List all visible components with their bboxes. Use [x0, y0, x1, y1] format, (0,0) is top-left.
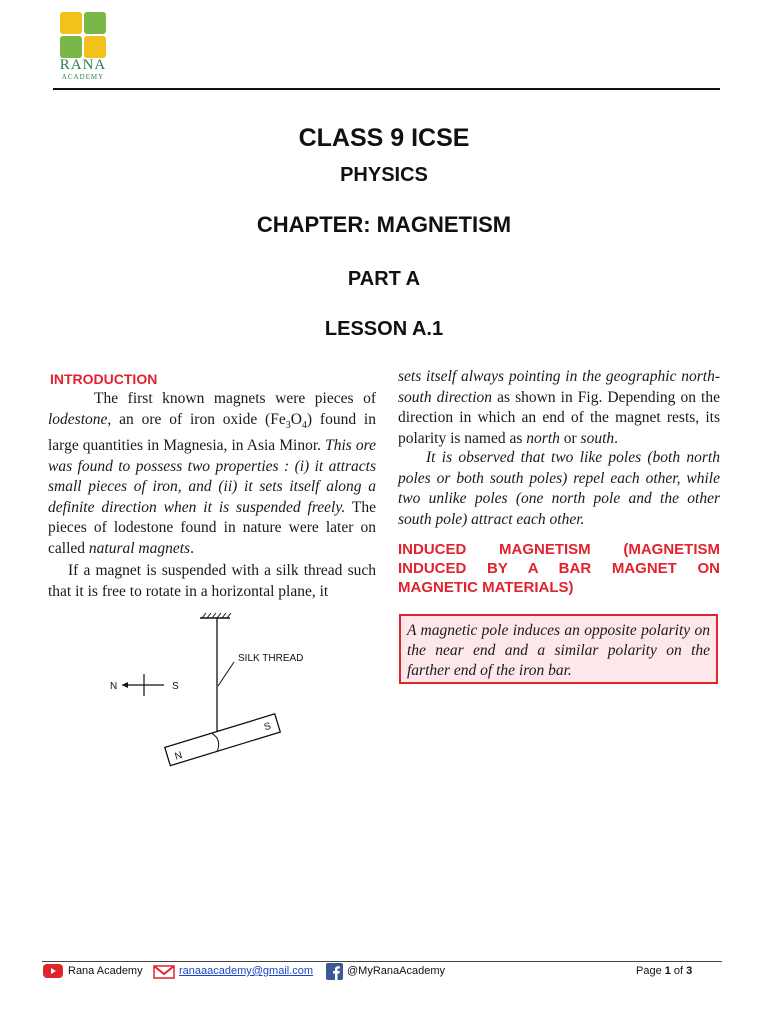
part-title: PART A — [347, 268, 421, 290]
header-divider — [53, 88, 720, 90]
gmail-icon[interactable] — [153, 965, 175, 979]
page-indicator: Page 1 of 3 — [636, 965, 693, 977]
magnet-south-label: S — [262, 720, 273, 734]
magnet-north-label: N — [173, 750, 184, 763]
label-pointer — [218, 662, 234, 686]
chapter-title: CHAPTER: MAGNETISM — [256, 212, 512, 237]
introduction-heading: INTRODUCTION — [50, 371, 158, 387]
class-title: CLASS 9 ICSE — [298, 124, 470, 152]
facebook-icon[interactable] — [326, 963, 343, 980]
footer-divider — [42, 961, 722, 962]
north-arrow-icon — [122, 682, 128, 688]
north-south-paragraph: sets itself always pointing in the geographic north-south direction as shown in Fig. Depending on the direction in which an end of the magnet rests, its polarity is named as north or south. — [398, 368, 720, 447]
suspended-magnet-paragraph: If a magnet is suspended with a silk thread such that it is free to rotate in a horizontal plane, it — [48, 562, 376, 600]
silk-thread-label: SILK THREAD — [238, 653, 304, 664]
suspended-magnet-diagram — [60, 610, 380, 770]
rana-academy-logo — [58, 12, 108, 84]
youtube-link[interactable]: Rana Academy — [68, 965, 143, 977]
callout-text: A magnetic pole induces an opposite polarity on the near end and a similar polarity on the farther end of the iron bar. — [407, 622, 710, 679]
facebook-link[interactable]: @MyRanaAcademy — [347, 965, 445, 977]
logo-subtitle: ACADEMY — [61, 73, 105, 81]
induced-magnetism-heading: INDUCED MAGNETISM (MAGNETISM INDUCED BY A BAR MAGNET ON MAGNETIC MATERIALS) — [398, 541, 720, 596]
poles-paragraph: It is observed that two like poles (both north poles or both south poles) repel each other, while two unlike poles (one north pole and the other south pole) attract each other. — [398, 449, 720, 528]
subject-title: PHYSICS — [340, 164, 428, 186]
youtube-icon[interactable] — [43, 964, 63, 978]
compass-north-label: N — [110, 681, 118, 692]
lesson-title: LESSON A.1 — [324, 318, 444, 340]
introduction-paragraph: The first known magnets were pieces of lodestone, an ore of iron oxide $(Fe_3O_4)$ found in large quantities in Magnesia, in Asia Minor. This ore was found to possess two properties : (i) it attracts small pieces of iron, and (ii) it sets itself along a definite direction when it is suspended freely. The pieces of lodestone found in nature were later on called natural magnets. — [48, 390, 377, 557]
logo-word: RANA — [59, 57, 107, 73]
compass-south-label: S — [172, 681, 179, 692]
logo-puzzle-icon — [60, 12, 106, 58]
bar-magnet — [165, 714, 281, 766]
email-link[interactable]: ranaaacademy@gmail.com — [179, 965, 314, 977]
induced-magnetism-callout — [399, 614, 718, 684]
